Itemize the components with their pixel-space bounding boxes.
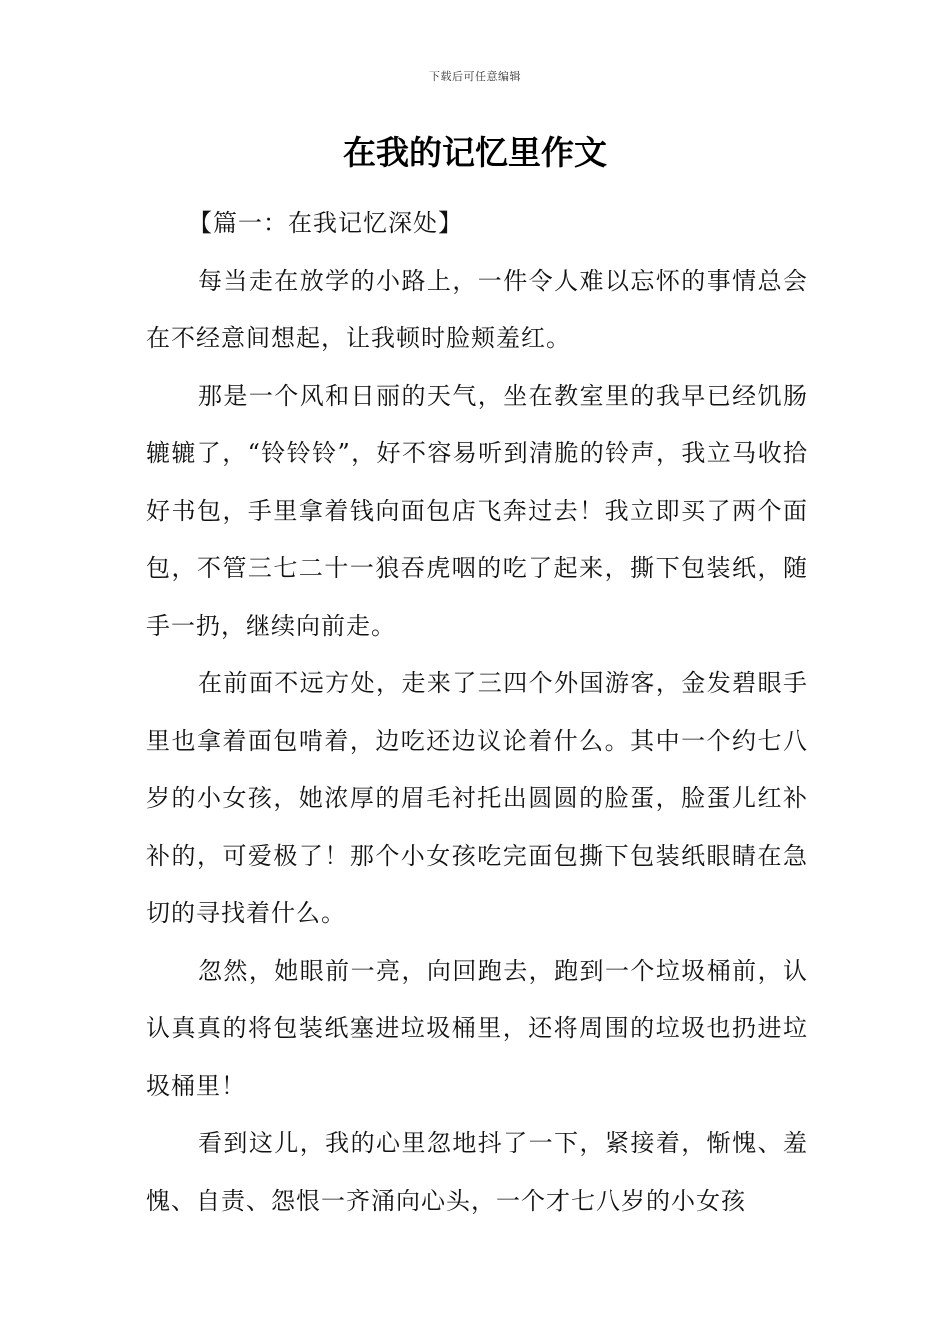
section-heading: 【篇一：在我记忆深处】	[188, 209, 463, 237]
document-body	[146, 195, 808, 1230]
header-note: 下载后可任意编辑	[429, 70, 521, 83]
paragraph: 在前面不远方处，走来了三四个外国游客，金发碧眼手里也拿着面包啃着，边吃还边议论着什么。其中一个约七八岁的小女孩，她浓厚的眉毛衬托出圆圆的脸蛋，脸蛋儿红补补的，可爱极了！那个小女孩吃完面包撕下包装纸眼睛在急切的寻找着什么。	[146, 669, 808, 927]
document-title: 在我的记忆里作文	[343, 133, 607, 172]
paragraph: 看到这儿，我的心里忽地抖了一下，紧接着，惭愧、羞愧、自责、怨恨一齐涌向心头，一个才七八岁的小女孩	[146, 1129, 808, 1215]
paragraph: 忽然，她眼前一亮，向回跑去，跑到一个垃圾桶前，认认真真的将包装纸塞进垃圾桶里，还将周围的垃圾也扔进垃圾桶里！	[146, 956, 808, 1100]
paragraph: 那是一个风和日丽的天气，坐在教室里的我早已经饥肠辘辘了，“铃铃铃”，好不容易听到清脆的铃声，我立马收拾好书包，手里拿着钱向面包店飞奔过去！我立即买了两个面包，不管三七二十一狼吞虎咽的吃了起来，撕下包装纸，随手一扔，继续向前走。	[146, 381, 808, 640]
paragraph: 每当走在放学的小路上，一件令人难以忘怀的事情总会在不经意间想起，让我顿时脸颊羞红。	[146, 266, 808, 352]
